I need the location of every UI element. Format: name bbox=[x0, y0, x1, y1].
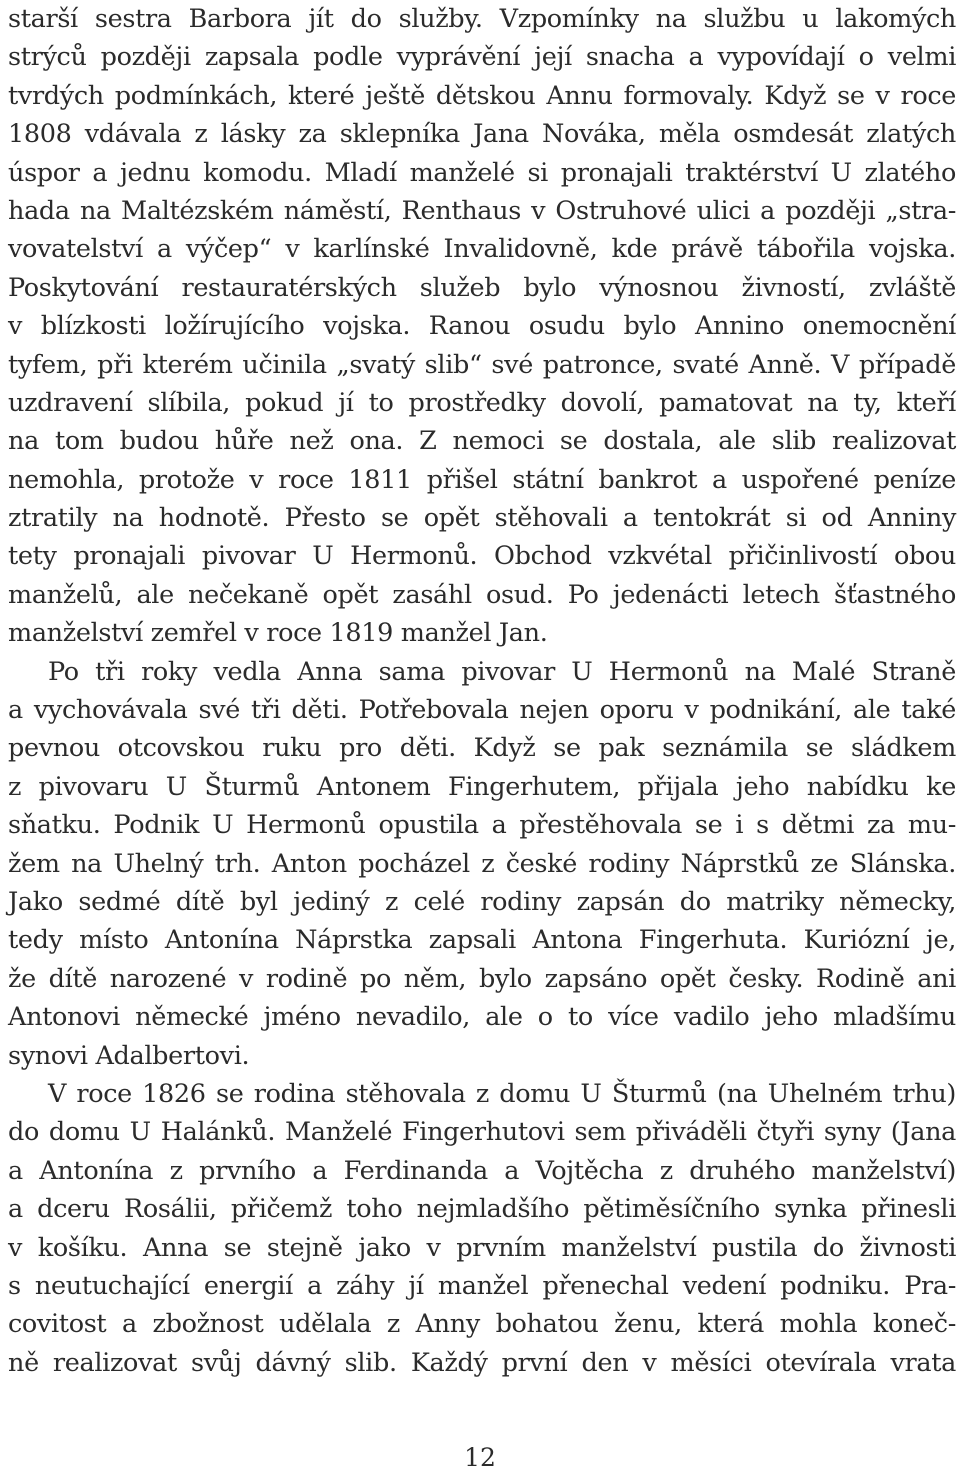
text-line: a vychovávala své tři děti. Potřebovala nejen oporu v podnikání, ale také bbox=[8, 695, 956, 726]
text-line: manželů, ale nečekaně opět zasáhl osud. Po jedenácti letech šťastného bbox=[8, 579, 956, 610]
text-line: vovatelství a výčep“ v karlínské Invalidovně, kde právě tábořila vojska. bbox=[8, 234, 956, 265]
text-line: na tom budou hůře než ona. Z nemoci se dostala, ale slib realizovat bbox=[8, 426, 956, 457]
text-line: tvrdých podmínkách, které ještě dětskou Annu formovaly. Když se v roce bbox=[8, 80, 956, 111]
text-line: úspor a jednu komodu. Mladí manželé si pronajali traktérství U zlatého bbox=[8, 157, 956, 188]
paragraph-2 bbox=[8, 653, 956, 1075]
text-line: a Antonína z prvního a Ferdinanda a Vojtěcha z druhého manželství) bbox=[8, 1155, 956, 1186]
text-line: tety pronajali pivovar U Hermonů. Obchod vzkvétal přičinlivostí obou bbox=[8, 541, 956, 572]
page-body bbox=[8, 0, 956, 1382]
text-line: nemohla, protože v roce 1811 přišel státní bankrot a uspořené peníze bbox=[8, 464, 956, 495]
text-line: V roce 1826 se rodina stěhovala z domu U Šturmů (na Uhelném trhu) bbox=[48, 1078, 956, 1109]
text-line: Poskytování restauratérských služeb bylo výnosnou živností, zvláště bbox=[8, 272, 956, 303]
text-line: hada na Maltézském náměstí, Renthaus v Ostruhové ulici a později „stra- bbox=[8, 195, 956, 226]
page-number: 12 bbox=[464, 1443, 496, 1472]
text-line: že dítě narozené v rodině po něm, bylo zapsáno opět česky. Rodině ani bbox=[8, 963, 956, 994]
text-line: covitost a zbožnost udělala z Anny bohatou ženu, která mohla koneč- bbox=[8, 1309, 956, 1340]
paragraph-1 bbox=[8, 0, 956, 653]
text-line: a dceru Rosálii, přičemž toho nejmladšího pětiměsíčního synka přinesli bbox=[8, 1194, 956, 1225]
text-line: 1808 vdávala z lásky za sklepníka Jana Nováka, měla osmdesát zlatých bbox=[8, 119, 956, 150]
text-line: tedy místo Antonína Náprstka zapsali Antona Fingerhuta. Kuriózní je, bbox=[8, 925, 956, 956]
text-line: v košíku. Anna se stejně jako v prvním manželství pustila do živnosti bbox=[8, 1232, 956, 1263]
text-line: do domu U Halánků. Manželé Fingerhutovi sem přiváděli čtyři syny (Jana bbox=[8, 1117, 956, 1148]
paragraph-3 bbox=[8, 1075, 956, 1382]
text-line: z pivovaru U Šturmů Antonem Fingerhutem, přijala jeho nabídku ke bbox=[8, 771, 956, 802]
text-line: Jako sedmé dítě byl jediný z celé rodiny zapsán do matriky německy, bbox=[8, 886, 956, 917]
text-line: ně realizovat svůj dávný slib. Každý první den v měsíci otevírala vrata bbox=[8, 1347, 956, 1378]
text-line: pevnou otcovskou ruku pro děti. Když se pak seznámila se sládkem bbox=[8, 733, 956, 764]
text-line: manželství zemřel v roce 1819 manžel Jan. bbox=[8, 618, 548, 649]
text-line: Antonovi německé jméno nevadilo, ale o to více vadilo jeho mladšímu bbox=[8, 1002, 956, 1033]
text-line: s neutuchající energií a záhy jí manžel přenechal vedení podniku. Pra- bbox=[8, 1270, 956, 1301]
text-line: sňatku. Podnik U Hermonů opustila a přestěhovala se i s dětmi za mu- bbox=[8, 810, 956, 841]
text-line: starší sestra Barbora jít do služby. Vzpomínky na službu u lakomých bbox=[8, 4, 956, 34]
text-line: synovi Adalbertovi. bbox=[8, 1040, 250, 1071]
text-line: strýců později zapsala podle vyprávění její snacha a vypovídají o velmi bbox=[8, 42, 956, 73]
text-line: uzdravení slíbila, pokud jí to prostředky dovolí, pamatovat na ty, kteří bbox=[8, 387, 956, 418]
text-line: v blízkosti ložírujícího vojska. Ranou osudu bylo Annino onemocnění bbox=[8, 311, 956, 342]
text-line: ztratily na hodnotě. Přesto se opět stěhovali a tentokrát si od Anniny bbox=[8, 503, 956, 534]
text-line: žem na Uhelný trh. Anton pocházel z české rodiny Náprstků ze Slánska. bbox=[8, 848, 956, 879]
text-line: Po tři roky vedla Anna sama pivovar U Hermonů na Malé Straně bbox=[48, 656, 956, 687]
text-line: tyfem, při kterém učinila „svatý slib“ své patronce, svaté Anně. V případě bbox=[8, 349, 956, 380]
